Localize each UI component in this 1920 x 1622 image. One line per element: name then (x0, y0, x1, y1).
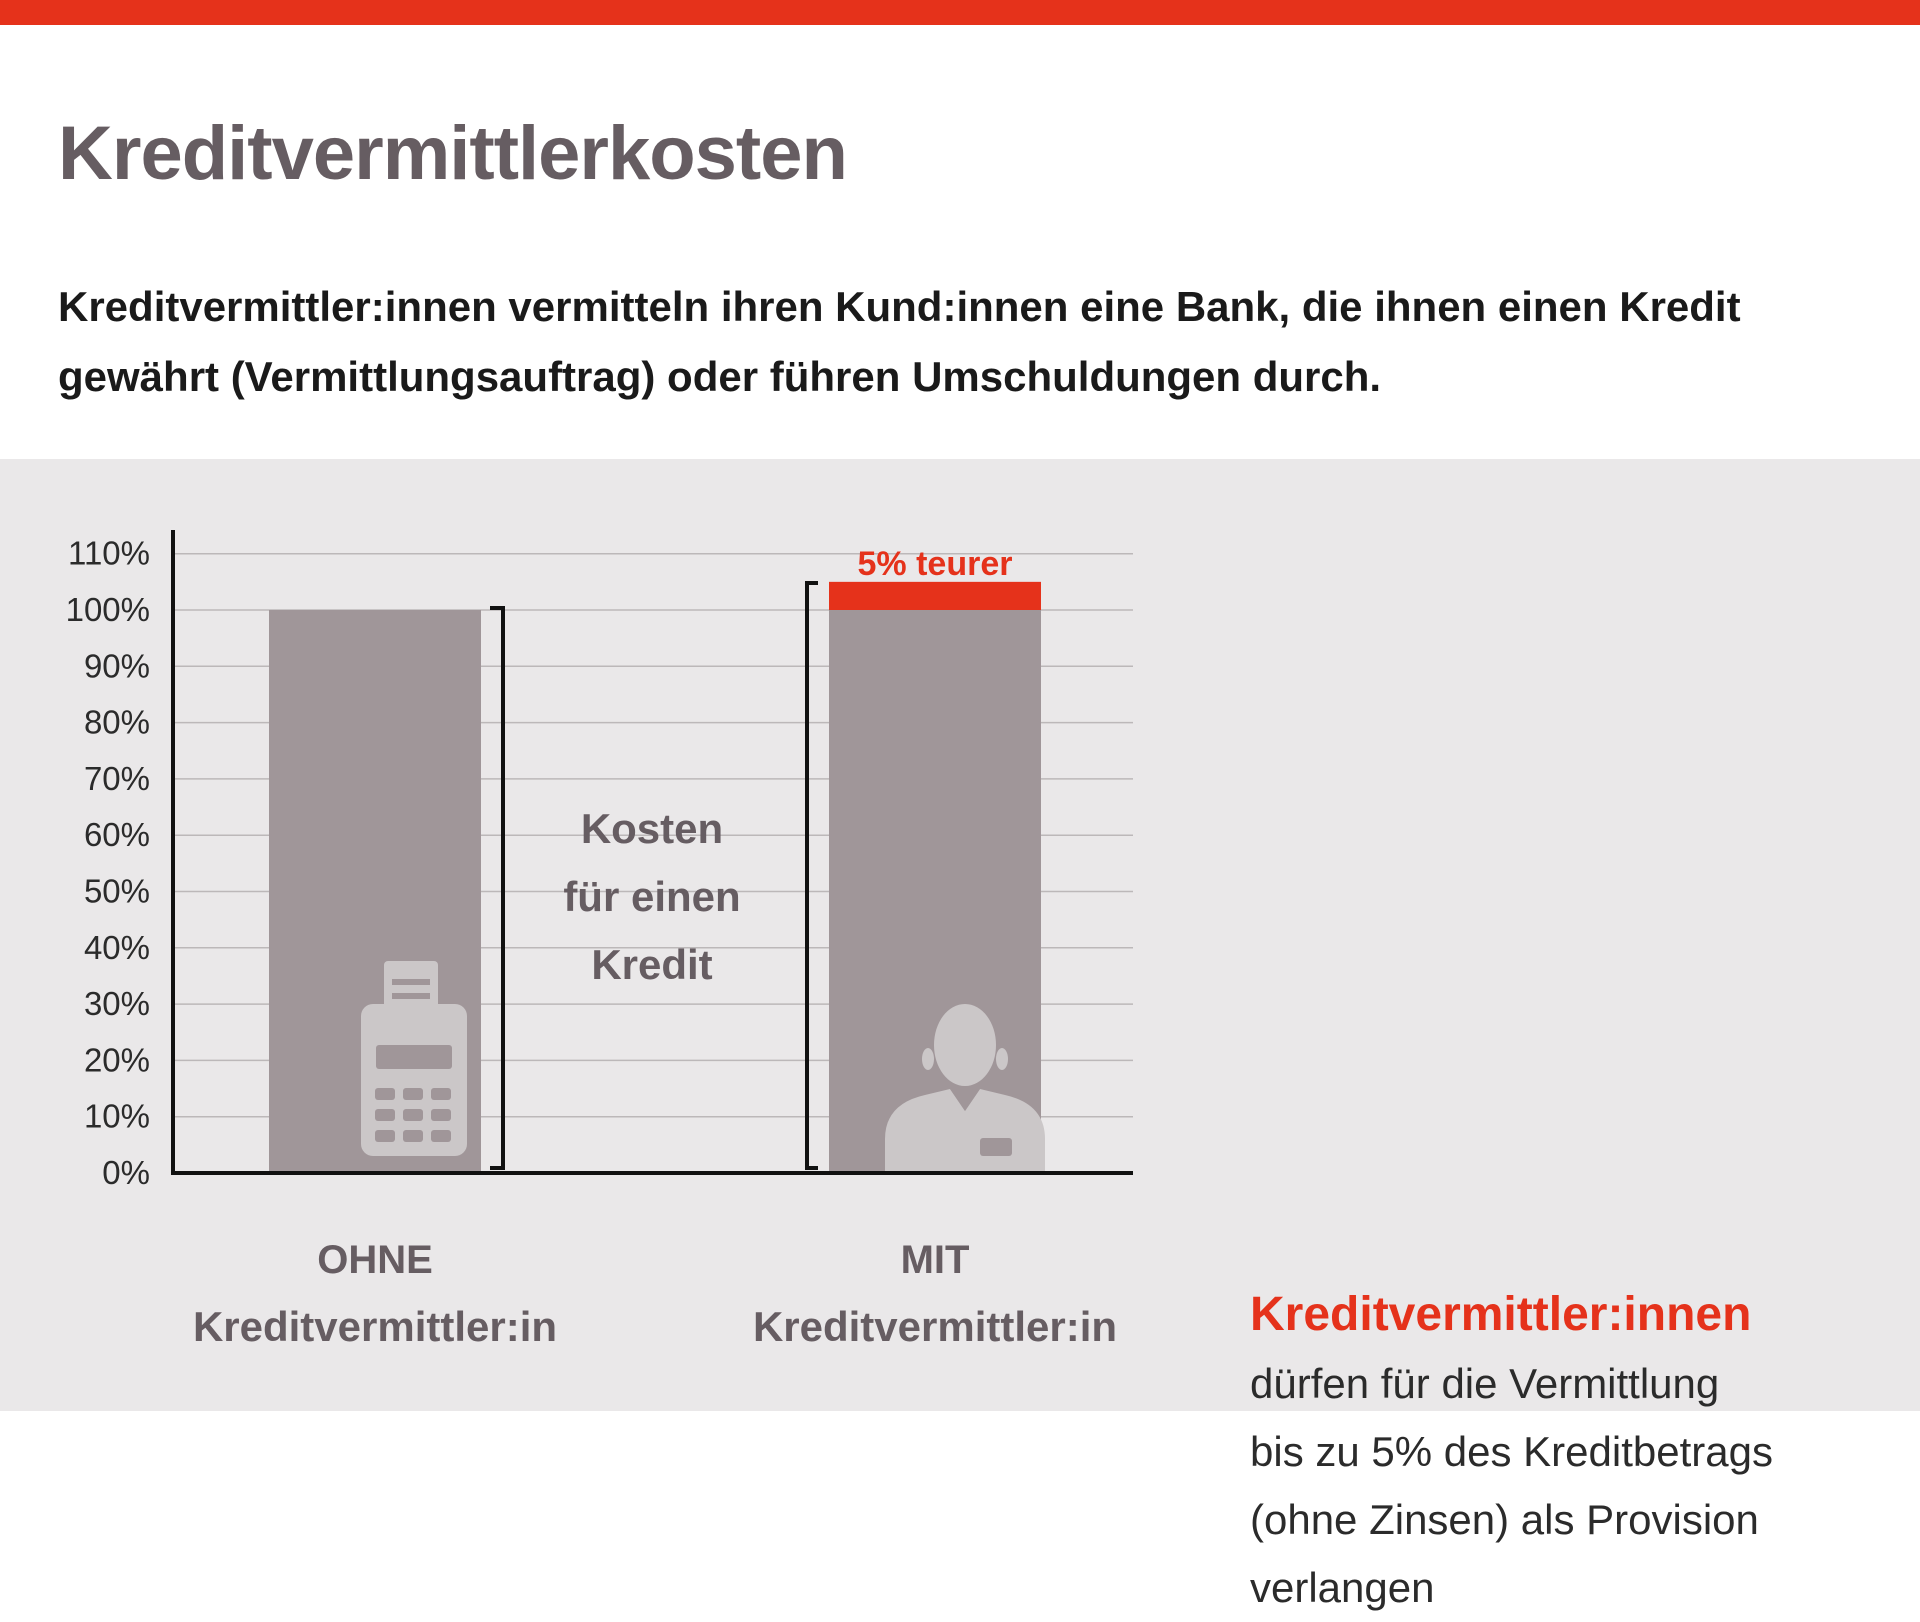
intro-text: Kreditvermittler:innen vermitteln ihren Kund:innen eine Bank, die ihnen einen Kredit gewährt (Vermittlungsauftrag) oder führen Umschuldungen durch. (58, 283, 1741, 400)
calculator-key (431, 1088, 451, 1100)
person-ear (996, 1048, 1008, 1070)
person-ear (922, 1048, 934, 1070)
callout-heading: Kreditvermittler:innen (1250, 1288, 1752, 1341)
calculator-key (375, 1130, 395, 1142)
y-tick-label: 80% (83, 703, 150, 741)
y-tick-label: 20% (83, 1041, 150, 1079)
calculator-key (375, 1088, 395, 1100)
category-label: MIT (900, 1238, 970, 1282)
calculator-key (431, 1130, 451, 1142)
chart-panel (0, 459, 1920, 1611)
bracket-right (490, 608, 503, 1168)
y-tick-label: 110% (68, 534, 150, 572)
person-head (934, 1004, 996, 1086)
middle-cost-label: für einen (563, 873, 741, 920)
callout-body (1250, 1350, 1890, 1622)
category-label: Kreditvermittler:in (192, 1303, 558, 1350)
y-tick-label: 60% (83, 816, 150, 854)
bracket-left (807, 583, 818, 1168)
callout (1250, 1284, 1890, 1622)
page-title: Kreditvermittlerkosten (58, 111, 847, 196)
calculator-key (375, 1109, 395, 1121)
middle-cost-label: Kredit (591, 941, 713, 988)
callout-line: verlangen (1250, 1564, 1435, 1611)
middle-cost-label: Kosten (580, 805, 724, 852)
top-accent-bar (0, 0, 1920, 25)
y-tick-label: 100% (65, 591, 150, 628)
extra-cost-label: 5% teurer (857, 545, 1013, 583)
y-tick-label: 40% (83, 928, 150, 966)
calculator-key (403, 1109, 423, 1121)
calculator-key (403, 1088, 423, 1100)
y-tick-label: 70% (83, 759, 150, 797)
cost-comparison-chart (0, 459, 1920, 1411)
calculator-key (403, 1130, 423, 1142)
person-badge (980, 1138, 1012, 1156)
bar-base (829, 610, 1041, 1173)
category-label: Kreditvermittler:in (752, 1303, 1118, 1350)
calculator-display (376, 1045, 452, 1069)
y-tick-label: 10% (83, 1097, 150, 1135)
y-tick-label: 30% (83, 985, 150, 1023)
bar-extra (829, 582, 1041, 610)
y-tick-label: 90% (83, 647, 150, 685)
category-label: OHNE (317, 1238, 433, 1282)
receipt-line (392, 979, 430, 985)
receipt-line (392, 993, 430, 999)
y-tick-label: 50% (83, 872, 150, 910)
y-tick-label: 0% (102, 1154, 150, 1191)
callout-line: (ohne Zinsen) als Provision (1250, 1496, 1759, 1543)
calculator-key (431, 1109, 451, 1121)
callout-line: bis zu 5% des Kreditbetrags (1250, 1428, 1773, 1475)
callout-line: dürfen für die Vermittlung (1250, 1360, 1720, 1407)
